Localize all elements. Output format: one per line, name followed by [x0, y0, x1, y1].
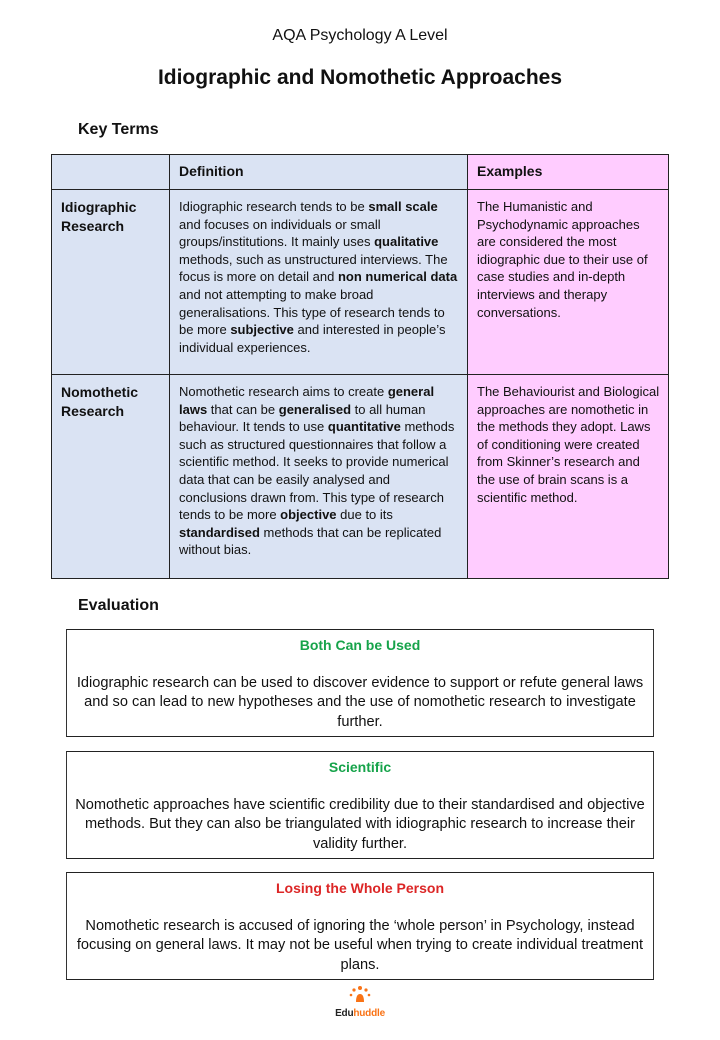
definition-text: methods, such as unstructured interviews. The focus is more on detail and — [179, 251, 448, 285]
table-row-idiographic — [52, 190, 669, 375]
key-terms-heading: Key Terms — [78, 121, 159, 138]
evaluation-box-heading: Both Can be Used — [299, 637, 421, 653]
eduhuddle-logo — [330, 985, 390, 1019]
logo-text-edu: Edu — [335, 1008, 354, 1019]
table-row-nomothetic — [52, 375, 669, 579]
definition-text: Nomothetic research aims to create — [179, 384, 388, 399]
document-title: Idiographic and Nomothetic Approaches — [157, 66, 563, 89]
definition-cell — [170, 190, 468, 375]
evaluation-box-heading: Losing the Whole Person — [275, 880, 444, 896]
people-huddle-icon — [347, 985, 373, 1003]
bold-term: objective — [280, 507, 337, 523]
examples-cell: The Behaviourist and Biological approaches are nomothetic in the methods they adopt. Laws of conditioning were created from Skinner’s research and the use of brain scans is a scientific method. — [468, 375, 669, 579]
bold-term: subjective — [230, 322, 294, 338]
bold-term: qualitative — [374, 234, 439, 250]
term-cell: Idiographic Research — [52, 190, 170, 375]
evaluation-heading: Evaluation — [78, 597, 159, 614]
definition-text: and not attempting to make broad generalisations. This type of research tends to be more — [179, 286, 445, 338]
definition-text: to all human behaviour. It tends to use — [179, 401, 426, 435]
evaluation-box-body: Nomothetic approaches have scientific credibility due to their standardised and objective methods. But they can also be triangulated with idiographic research to increase their validity further. — [75, 796, 645, 852]
header-cell-blank — [52, 155, 170, 190]
evaluation-box-scientific — [66, 751, 654, 859]
definition-text: and focuses on individuals or small groups/institutions. It mainly uses — [179, 216, 381, 250]
header-cell-examples: Examples — [468, 155, 669, 190]
definition-text: Idiographic research tends to be — [179, 199, 369, 214]
definition-text: due to its — [336, 507, 393, 523]
bold-term: quantitative — [327, 419, 401, 435]
evaluation-box-both-can-be-used — [66, 629, 654, 737]
definition-text: methods that can be replicated without bias. — [179, 524, 442, 558]
definition-text: methods such as structured questionnaires that follow a scientific method. It seeks to provide numerical data that can be easily analysed and conclusions drawn from. This type of research tends to be more — [179, 419, 455, 523]
header-cell-definition: Definition — [170, 155, 468, 190]
bold-term: standardised — [179, 524, 260, 540]
bold-term: general laws — [179, 384, 435, 417]
evaluation-box-body: Idiographic research can be used to discover evidence to support or refute general laws and so can lead to new hypotheses and the use of nomothetic research to investigate further. — [76, 674, 644, 730]
definition-cell — [170, 375, 468, 579]
evaluation-box-body: Nomothetic research is accused of ignoring the ‘whole person’ in Psychology, instead focusing on general laws. It may not be useful when trying to create individual treatment plans. — [76, 917, 644, 973]
bold-term: small scale — [368, 199, 438, 214]
document-subtitle: AQA Psychology A Level — [272, 27, 448, 44]
evaluation-box-losing-whole-person — [66, 872, 654, 980]
bold-term: generalised — [278, 401, 352, 417]
bold-term: non numerical data — [337, 269, 458, 285]
key-terms-table — [51, 154, 669, 579]
definition-text: and interested in people’s individual experiences. — [179, 322, 446, 355]
examples-cell: The Humanistic and Psychodynamic approaches are considered the most idiographic due to their use of case studies and in-depth interviews and therapy conversations. — [468, 190, 669, 375]
definition-text: that can be — [207, 401, 279, 417]
logo-text-huddle: huddle — [353, 1008, 385, 1019]
evaluation-box-heading: Scientific — [328, 759, 392, 775]
term-cell: Nomothetic Research — [52, 375, 170, 579]
table-header-row — [52, 155, 669, 190]
